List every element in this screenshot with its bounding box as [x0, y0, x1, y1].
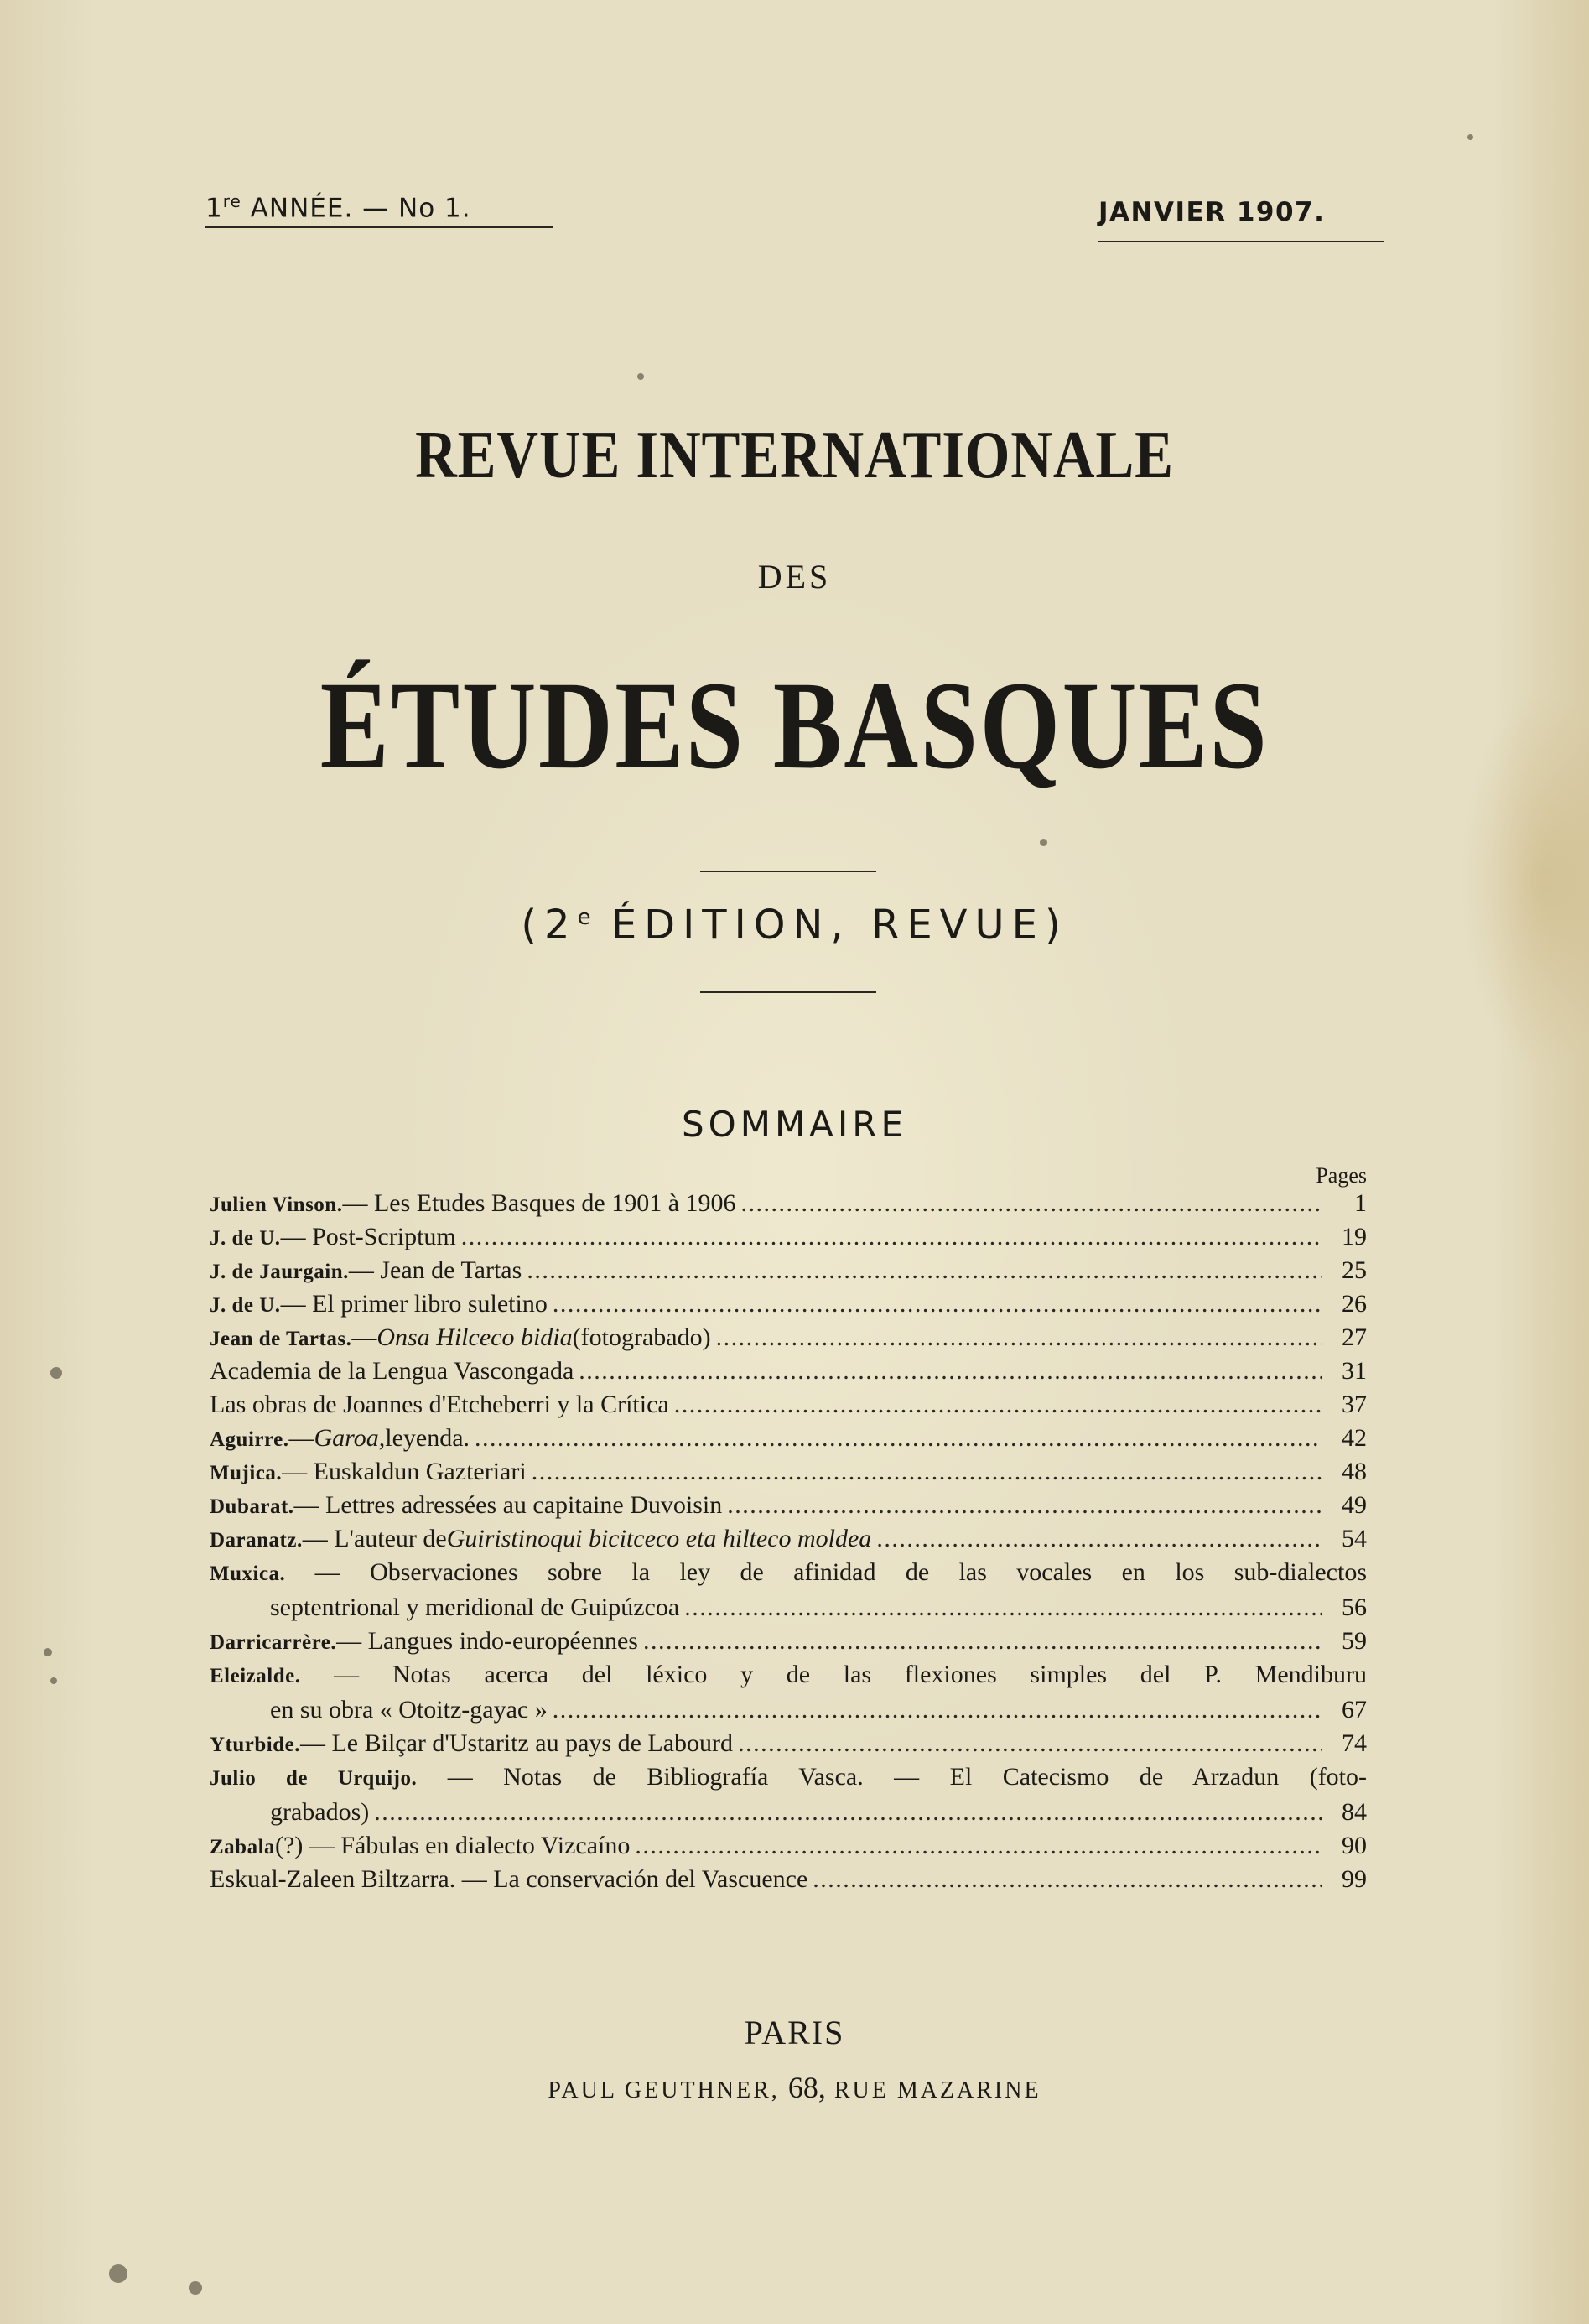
- entry-author: Darricarrère.: [210, 1631, 337, 1654]
- leader-dots: [738, 1727, 1322, 1760]
- entry-page-number: 99: [1342, 1865, 1367, 1893]
- entry-page-number: 31: [1342, 1357, 1367, 1385]
- stain-spot: [50, 1677, 57, 1684]
- entry-continuation-line: [210, 1796, 1367, 1829]
- entry-title: — Lettres adressées au capitaine Duvoisin: [293, 1491, 723, 1519]
- leader-dots: [684, 1591, 1322, 1625]
- entry-title-continued: septentrional y meridional de Guipúzcoa: [270, 1594, 680, 1621]
- toc-entry: [210, 1187, 1367, 1220]
- toc-entry: [210, 1220, 1367, 1254]
- leader-dots: [643, 1625, 1322, 1658]
- entry-page-number: 49: [1342, 1491, 1367, 1519]
- entry-page-number: 74: [1342, 1729, 1367, 1757]
- entry-page-number: 42: [1342, 1424, 1367, 1452]
- entry-title-tail: leyenda.: [385, 1424, 470, 1452]
- publisher-address: PAUL GEUTHNER, 68, RUE MAZARINE: [548, 2071, 1041, 2104]
- entry-title: — Jean de Tartas: [348, 1256, 522, 1284]
- stain-spot: [189, 2281, 202, 2295]
- stain-spot: [637, 373, 644, 380]
- entry-page-number: 26: [1342, 1290, 1367, 1318]
- leader-dots: [374, 1796, 1322, 1829]
- entry-title: — Langues indo-européennes: [336, 1627, 638, 1655]
- entry-author: J. de Jaurgain.: [210, 1261, 349, 1283]
- entry-page-number: 56: [1342, 1594, 1367, 1621]
- stain-spot: [1040, 839, 1047, 846]
- leader-dots: [461, 1220, 1322, 1254]
- title-line-2: DES: [757, 558, 832, 595]
- entry-page-number: 1: [1354, 1189, 1367, 1217]
- toc-entry: [210, 1422, 1367, 1455]
- leader-dots: [716, 1321, 1322, 1354]
- issue-number: 1re ANNÉE. — No 1.: [205, 191, 471, 224]
- leader-dots: [527, 1254, 1322, 1287]
- leader-dots: [553, 1287, 1322, 1321]
- title-line-3: ÉTUDES BASQUES: [319, 656, 1270, 795]
- entry-author: Muxica.: [210, 1562, 286, 1585]
- entry-page-number: 90: [1342, 1832, 1367, 1859]
- entry-author: J. de U.: [210, 1227, 281, 1250]
- entry-author: Yturbide.: [210, 1734, 300, 1756]
- toc-entry: [210, 1863, 1367, 1896]
- entry-title: — Observaciones sobre la ley de afinidad de las vocales en los sub-dialectos: [285, 1558, 1367, 1586]
- entry-title-italic: Guiristinoqui bicitceco eta hilteco moldea: [446, 1525, 872, 1552]
- issue-date: JANVIER 1907.: [1098, 197, 1326, 227]
- toc-entry: [210, 1354, 1367, 1388]
- entry-title-tail: (fotograbado): [572, 1323, 711, 1351]
- entry-title: — Notas acerca del léxico y de las flexiones simples del P. Mendiburu: [300, 1661, 1367, 1688]
- entry-title: — Les Etudes Basques de 1901 à 1906: [342, 1189, 736, 1217]
- toc-entry: [210, 1829, 1367, 1863]
- entry-title: (?) — Fábulas en dialecto Vizcaíno: [275, 1832, 631, 1859]
- leader-dots: [813, 1863, 1322, 1896]
- pages-column-label: Pages: [1316, 1163, 1367, 1188]
- entry-first-line: [210, 1658, 1367, 1693]
- title-line-1: REVUE INTERNATIONALE: [415, 419, 1174, 492]
- leader-dots: [579, 1354, 1322, 1388]
- entry-title: — Le Bilçar d'Ustaritz au pays de Labourd: [299, 1729, 734, 1757]
- entry-title: Eskual-Zaleen Biltzarra. — La conservación del Vascuence: [210, 1865, 808, 1893]
- entry-author: Zabala: [210, 1836, 276, 1859]
- entry-page-number: 19: [1342, 1223, 1367, 1250]
- toc-entry: [210, 1254, 1367, 1287]
- entry-page-number: 67: [1342, 1696, 1367, 1724]
- entry-continuation-line: [210, 1591, 1367, 1625]
- leader-dots: [741, 1187, 1322, 1220]
- entry-title: — Euskaldun Gazteriari: [282, 1458, 527, 1485]
- toc-entry: [210, 1658, 1367, 1727]
- entry-title: —: [288, 1424, 314, 1452]
- entry-title-continued: grabados): [270, 1798, 370, 1826]
- leader-dots: [727, 1489, 1322, 1522]
- entry-title: —: [351, 1323, 377, 1351]
- toc-entry: [210, 1760, 1367, 1829]
- entry-author: Jean de Tartas.: [210, 1328, 352, 1350]
- table-of-contents: [210, 1187, 1367, 1896]
- leader-dots: [532, 1455, 1322, 1489]
- toc-entry: [210, 1727, 1367, 1760]
- entry-title: Las obras de Joannes d'Etcheberri y la Crítica: [210, 1391, 669, 1418]
- leader-dots: [674, 1388, 1322, 1422]
- entry-author: Aguirre.: [210, 1428, 289, 1451]
- entry-page-number: 48: [1342, 1458, 1367, 1485]
- issue-underline: [205, 226, 553, 228]
- divider-bottom: [700, 991, 876, 993]
- entry-page-number: 37: [1342, 1391, 1367, 1418]
- entry-author: Dubarat.: [210, 1495, 294, 1518]
- stain-spot: [44, 1648, 52, 1656]
- entry-title: — El primer libro suletino: [280, 1290, 548, 1318]
- toc-entry: [210, 1388, 1367, 1422]
- entry-author: Julio de Urquijo.: [210, 1767, 418, 1790]
- leader-dots: [635, 1829, 1322, 1863]
- entry-first-line: [210, 1556, 1367, 1591]
- entry-title-italic: Garoa,: [314, 1424, 386, 1452]
- entry-author: Daranatz.: [210, 1529, 303, 1552]
- toc-entry: [210, 1455, 1367, 1489]
- entry-first-line: [210, 1760, 1367, 1796]
- edition-note: (2e ÉDITION, REVUE): [521, 902, 1068, 949]
- entry-page-number: 27: [1342, 1323, 1367, 1351]
- entry-title-italic: Onsa Hilceco bidia: [376, 1323, 573, 1351]
- toc-entry: [210, 1287, 1367, 1321]
- entry-page-number: 59: [1342, 1627, 1367, 1655]
- leader-dots: [475, 1422, 1322, 1455]
- stain-spot: [50, 1367, 62, 1379]
- leader-dots: [876, 1522, 1322, 1556]
- date-underline: [1098, 241, 1384, 242]
- entry-continuation-line: [210, 1693, 1367, 1727]
- entry-page-number: 54: [1342, 1525, 1367, 1552]
- entry-page-number: 84: [1342, 1798, 1367, 1826]
- entry-page-number: 25: [1342, 1256, 1367, 1284]
- entry-author: Julien Vinson.: [210, 1193, 343, 1216]
- entry-title: — L'auteur de: [302, 1525, 447, 1552]
- entry-author: Eleizalde.: [210, 1665, 301, 1687]
- toc-entry: [210, 1489, 1367, 1522]
- toc-entry: [210, 1321, 1367, 1354]
- entry-title: — Notas de Bibliografía Vasca. — El Catecismo de Arzadun (foto-: [417, 1763, 1368, 1791]
- toc-entry: [210, 1625, 1367, 1658]
- contents-heading: SOMMAIRE: [681, 1104, 908, 1145]
- stain-spot: [1467, 134, 1473, 140]
- entry-title: — Post-Scriptum: [280, 1223, 456, 1250]
- leader-dots: [553, 1693, 1322, 1727]
- toc-entry: [210, 1522, 1367, 1556]
- publication-city: PARIS: [744, 2014, 845, 2051]
- entry-author: J. de U.: [210, 1294, 281, 1317]
- divider-top: [700, 871, 876, 872]
- entry-author: Mujica.: [210, 1462, 283, 1484]
- toc-entry: [210, 1556, 1367, 1625]
- entry-title-continued: en su obra « Otoitz-gayac »: [270, 1696, 548, 1724]
- entry-title: Academia de la Lengua Vascongada: [210, 1357, 574, 1385]
- stain-spot: [109, 2264, 127, 2283]
